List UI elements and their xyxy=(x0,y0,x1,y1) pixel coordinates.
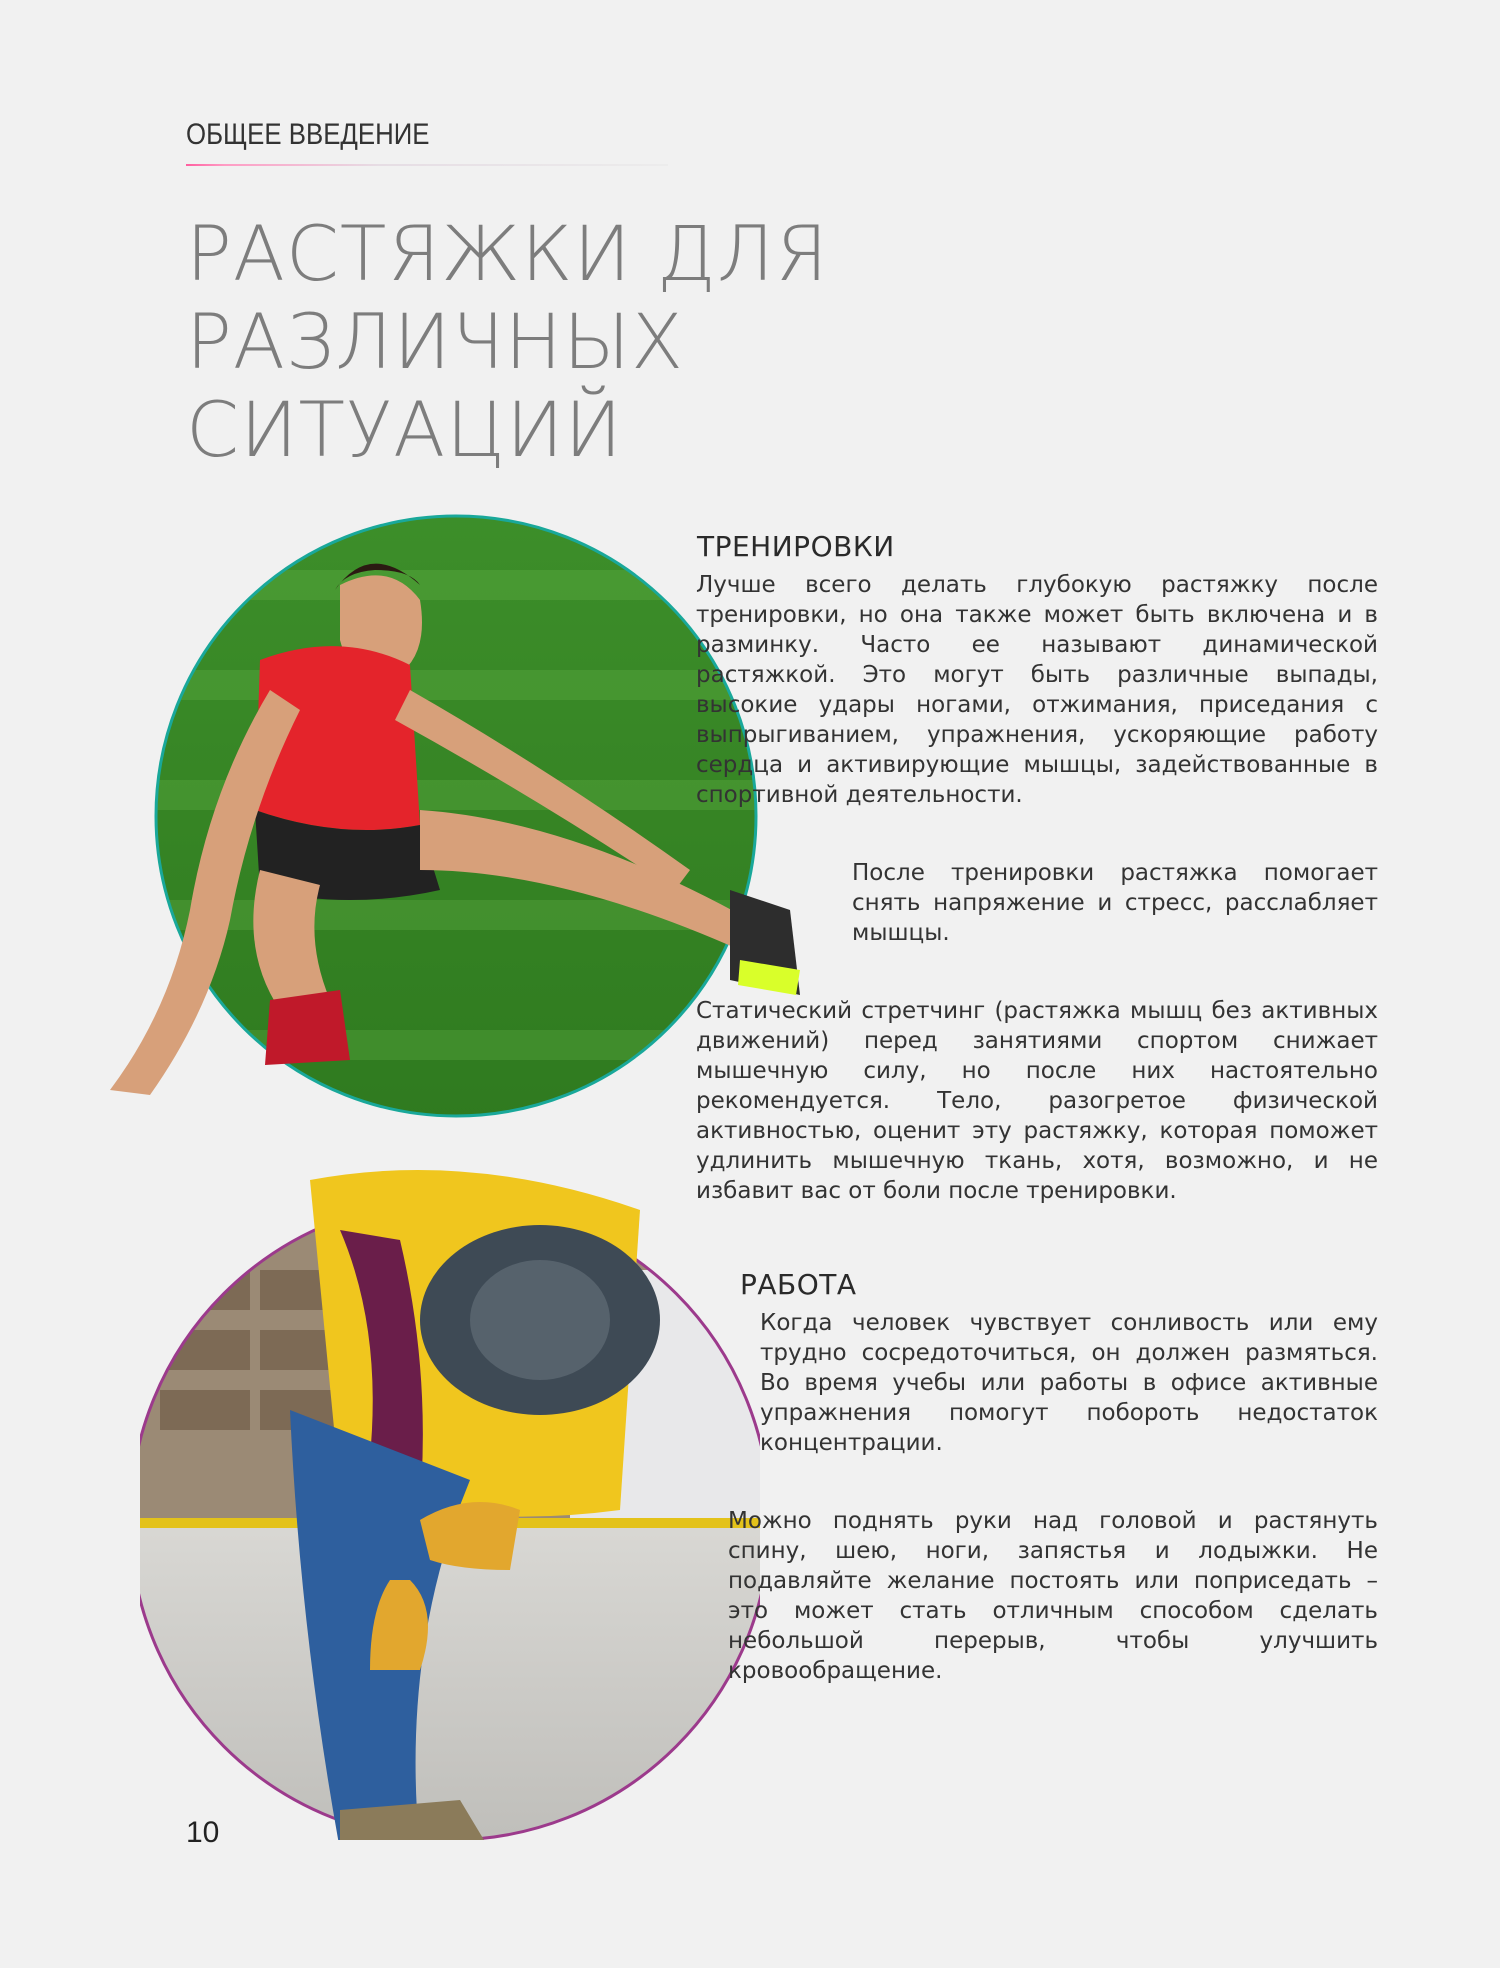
page-number: 10 xyxy=(186,1816,220,1849)
work-paragraph-2: Можно поднять руки над головой и растянуть спину, шею, ноги, запястья и лодыжки. Не подавляйте желание постоять или поприседать – это может стать отличным способом сделать небольшой перерыв, чтобы улучшить кровообращение. xyxy=(728,1508,1378,1684)
work-heading: РАБОТА xyxy=(740,1268,857,1301)
page-title-line-1: РАСТЯЖКИ ДЛЯ РАЗЛИЧНЫХ xyxy=(186,209,829,386)
training-paragraph-2: После тренировки растяжка помогает снять напряжение и стресс, расслабляет мышцы. xyxy=(852,860,1378,946)
section-label: ОБЩЕЕ ВВЕДЕНИЕ xyxy=(186,118,430,151)
page-title xyxy=(186,210,1336,474)
training-paragraph-1: Лучше всего делать глубокую растяжку после тренировки, но она также может быть включена и в разминку. Часто ее называют динамической растяжкой. Это могут быть различные выпады, высокие удары ногами, отжимания, приседания с выпрыгиванием, упражнения, ускоряющие работу сердца и активирующие мышцы, задействованные в спортивной деятельности. xyxy=(696,572,1378,808)
page-title-line-2: СИТУАЦИЙ xyxy=(186,385,623,474)
worker-stretching-photo xyxy=(140,1150,760,1840)
section-rule xyxy=(186,164,668,166)
training-heading: ТРЕНИРОВКИ xyxy=(697,530,895,563)
work-paragraph-1: Когда человек чувствует сонливость или ему трудно сосредоточиться, он должен размяться. Во время учебы или работы в офисе активные упражнения помогут побороть недостаток концентрации. xyxy=(760,1310,1378,1456)
training-paragraph-3: Статический стретчинг (растяжка мышц без активных движений) перед занятиями спортом снижает мышечную силу, но после них настоятельно рекомендуется. Тело, разогретое физической активностью, оценит эту растяжку, которая поможет удлинить мышечную ткань, хотя, возможно, и не избавит вас от боли после тренировки. xyxy=(696,998,1378,1204)
